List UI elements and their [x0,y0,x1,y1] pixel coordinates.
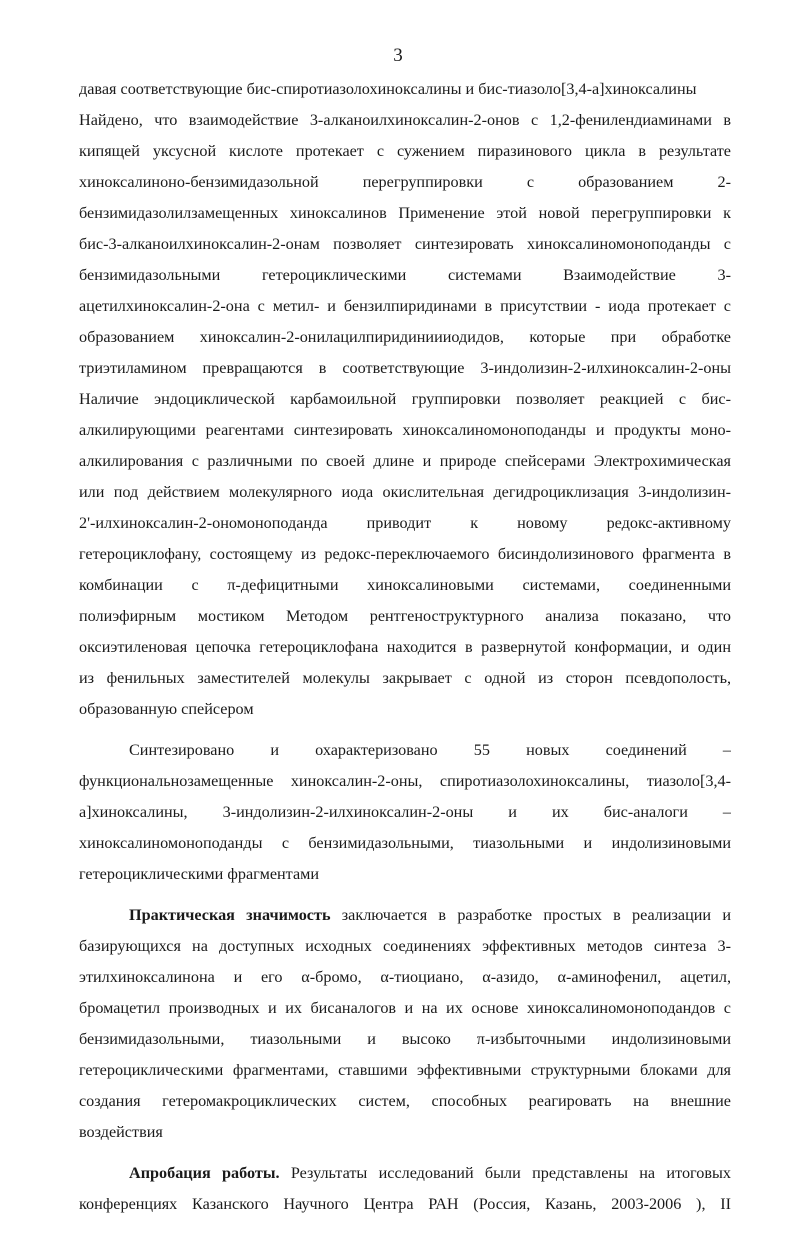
text-line: гетероциклофану, состоящему из редокс-переключаемого бисиндолизинового фрагмента в [79,545,731,563]
text-line: триэтиламином превращаются в соответствующие 3-индолизин-2-илхиноксалин-2-оны [79,359,731,377]
text-line: бензимидазольными, тиазольными и высоко π-избыточными индолизиновыми [79,1030,731,1048]
text-line: создания гетеромакроциклических систем, способных реагировать на внешние [79,1092,731,1110]
text-line: ацетилхиноксалин-2-она с метил- и бензилпиридинами в присутствии - иода протекает с [79,297,731,315]
text-line: образованием хиноксалин-2-онилацилпиридиниииодидов, которые при обработке [79,328,731,346]
paragraph-synthesized-compounds [79,735,731,890]
text-line: гетероциклическими фрагментами, ставшими эффективными структурными блоками для [79,1061,731,1079]
text-line: комбинации с π-дефицитными хиноксалиновыми системами, соединенными [79,576,731,594]
section-heading-approbation: Апробация работы. [129,1164,280,1182]
text-line: гетероциклическими фрагментами [79,865,320,883]
text-line: алкилирования с различными по своей длине и природе спейсерами Электрохимическая [79,452,731,470]
text-line: функциональнозамещенные хиноксалин-2-оны, спиротиазолохиноксалины, тиазоло[3,4- [79,772,731,790]
text-line: образованную спейсером [79,700,254,718]
paragraph-spacer [79,890,731,900]
text-line: хиноксалиномоноподанды с бензимидазольными, тиазольными и индолизиновыми [79,834,731,852]
text-line: полиэфирным мостиком Методом рентгеноструктурного анализа показано, что [79,607,731,625]
text-run: заключается в разработке простых в реализации и [330,906,731,924]
text-line: алкилирующими реагентами синтезировать хиноксалиномоноподанды и продукты моно- [79,421,731,439]
text-line: бензимидазольными гетероциклическими системами Взаимодействие 3- [79,266,731,284]
paragraph-approbation [79,1158,731,1220]
text-line: базирующихся на доступных исходных соединениях эффективных методов синтеза 3- [79,937,731,955]
text-line: бис-3-алканоилхиноксалин-2-онам позволяет синтезировать хиноксалиномоноподанды с [79,235,731,253]
text-line: этилхиноксалинона и его α-бромо, α-тиоциано, α-азидо, α-аминофенил, ацетил, [79,968,731,986]
text-line [79,900,731,931]
text-line: кипящей уксусной кислоте протекает с сужением пиразинового цикла в результате [79,142,731,160]
text-line: хиноксалиноно-бензимидазольной перегруппировки с образованием 2- [79,173,731,191]
text-line: Найдено, что взаимодействие 3-алканоилхиноксалин-2-онов с 1,2-фенилендиаминами в [79,111,731,129]
text-line: бромацетил производных и их бисаналогов и на их основе хиноксалиномоноподандов с [79,999,731,1017]
text-line: a]хиноксалины, 3-индолизин-2-илхиноксалин-2-оны и их бис-аналоги – [79,803,731,821]
text-line: или под действием молекулярного иода окислительная дегидроциклизация 3-индолизин- [79,483,731,501]
text-line: оксиэтиленовая цепочка гетероциклофана находится в развернутой конформации, и один [79,638,731,656]
text-run: Результаты исследований были представлены на итоговых [279,1164,731,1182]
text-body [79,74,731,1220]
text-line [79,1158,731,1189]
text-line: конференциях Казанского Научного Центра РАН (Россия, Казань, 2003-2006 ), II [79,1195,731,1213]
text-line: воздействия [79,1123,163,1141]
page-number: 3 [393,45,403,66]
paragraph-reaction-findings [79,74,731,725]
text-line: из фенильных заместителей молекулы закрывает с одной из сторон псевдополость, [79,669,731,687]
paragraph-spacer [79,1148,731,1158]
text-line: Синтезировано и охарактеризовано 55 новых соединений – [129,741,731,759]
text-line: 2'-илхиноксалин-2-ономоноподанда приводит к новому редокс-активному [79,514,731,532]
text-line: Наличие эндоциклической карбамоильной группировки позволяет реакцией с бис- [79,390,731,408]
section-heading-practical-significance: Практическая значимость [129,906,331,924]
paragraph-spacer [79,725,731,735]
text-line: давая соответствующие бис-спиротиазолохиноксалины и бис-тиазоло[3,4-a]хиноксалины [79,80,697,98]
text-line: бензимидазолилзамещенных хиноксалинов Применение этой новой перегруппировки к [79,204,731,222]
paragraph-practical-significance [79,900,731,1148]
